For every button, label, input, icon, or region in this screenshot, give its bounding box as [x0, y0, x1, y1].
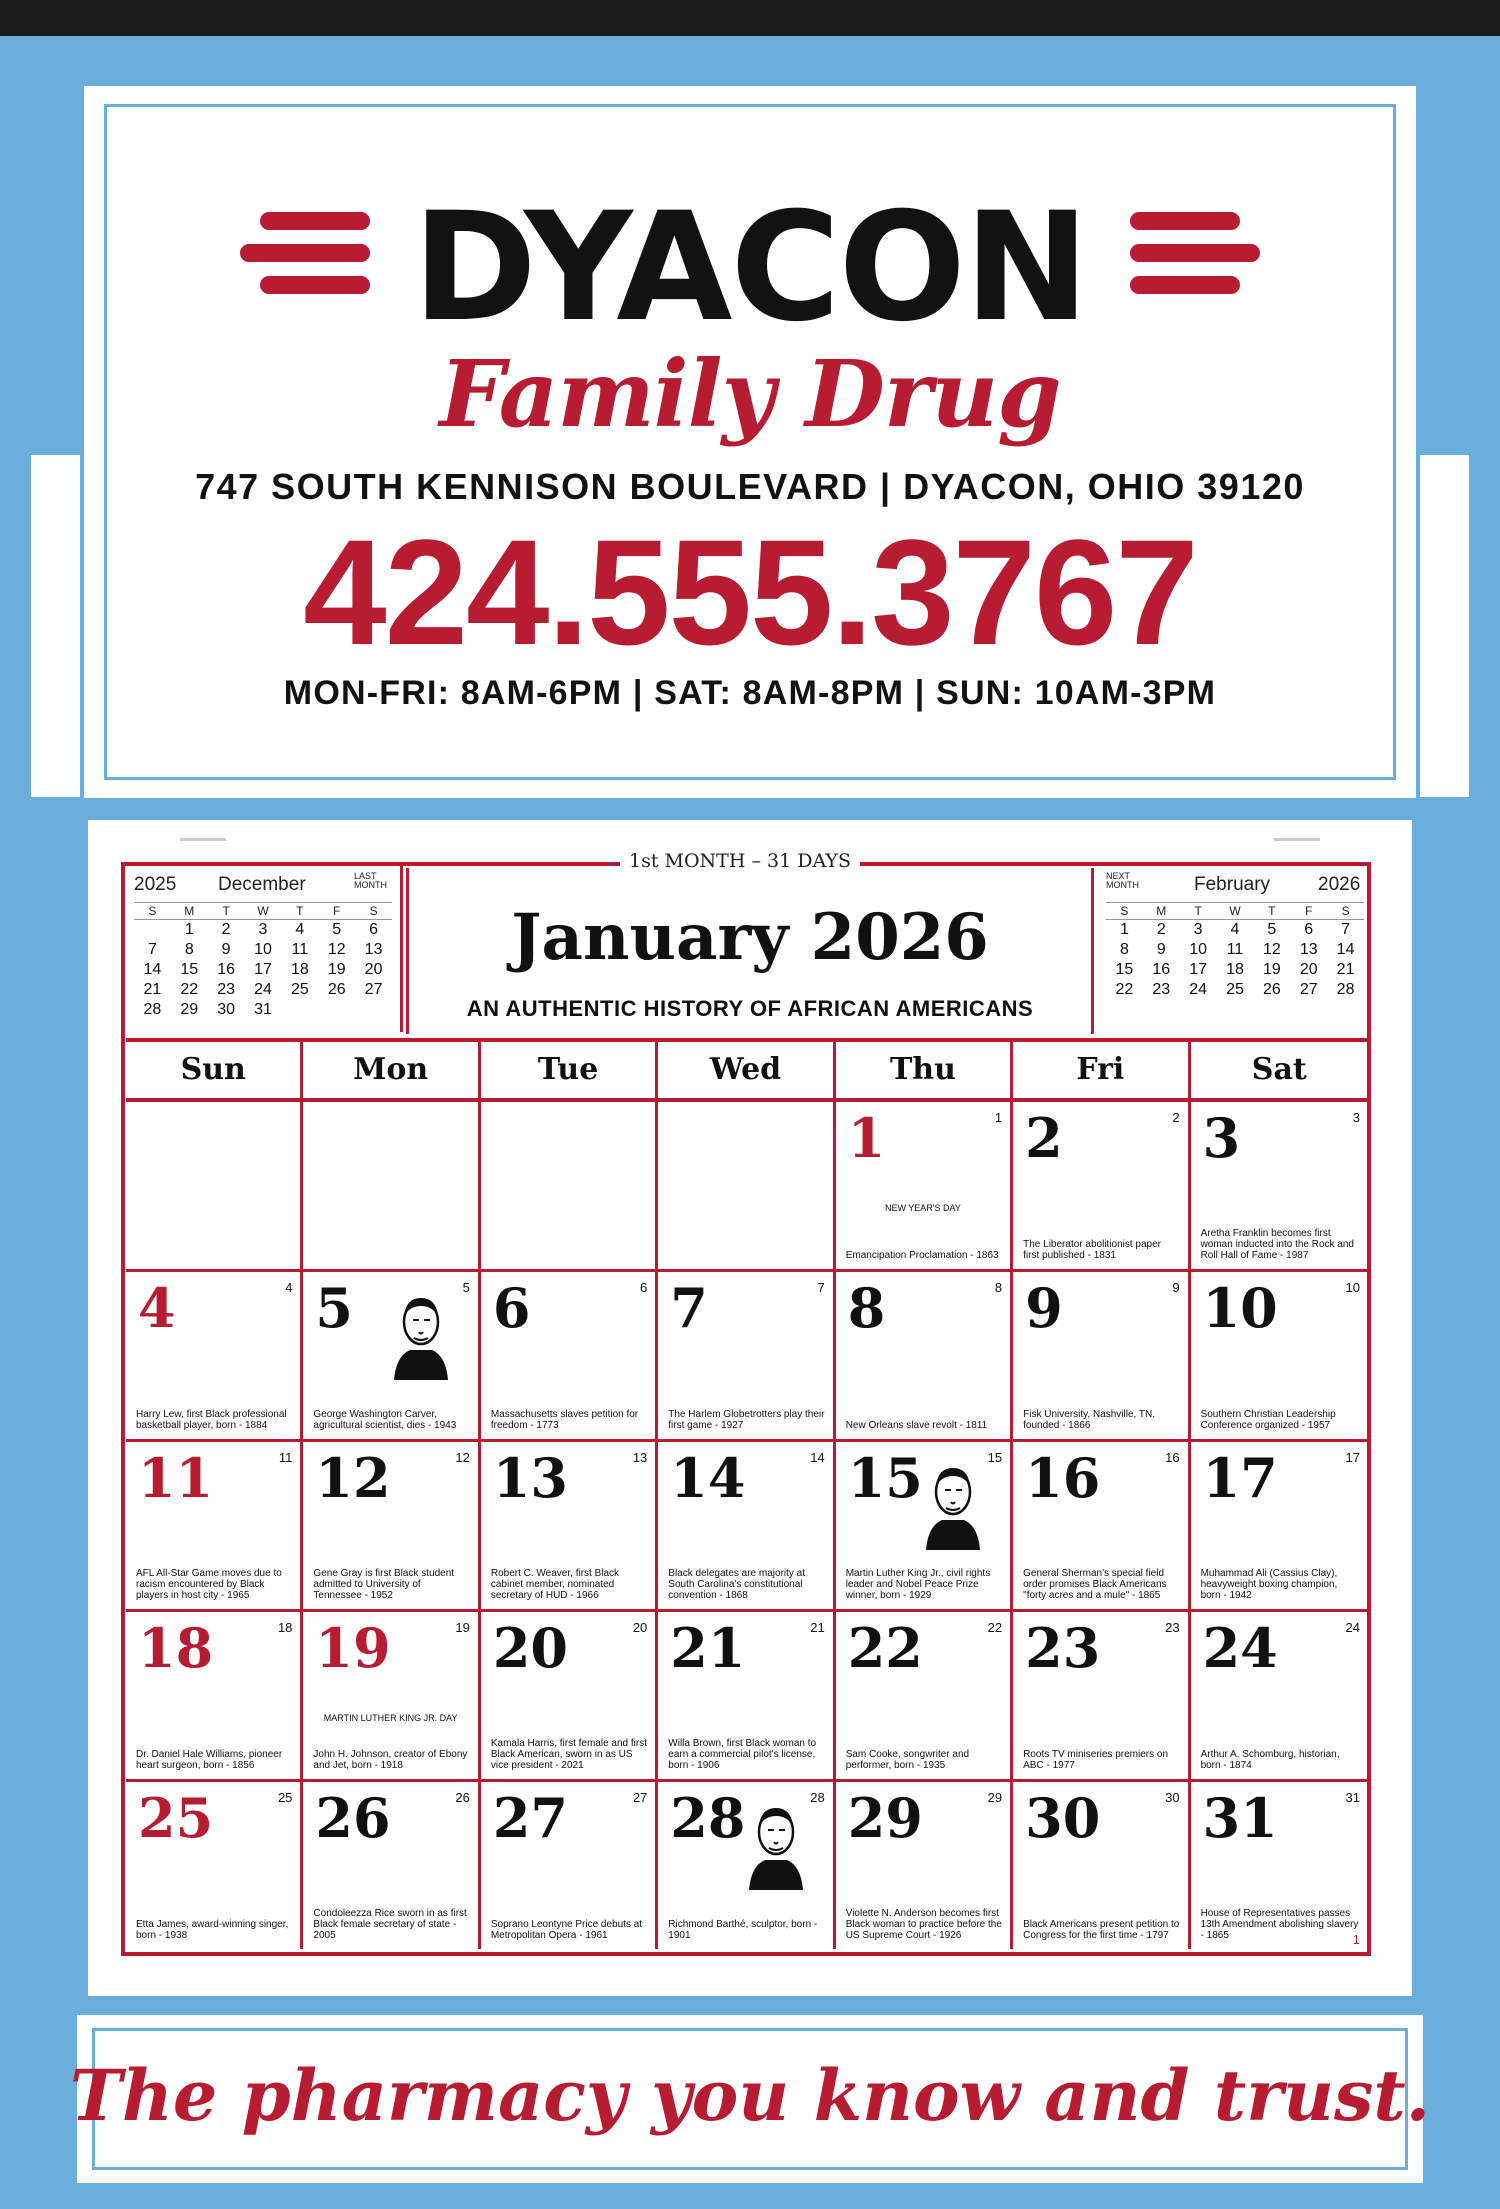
history-note: Roots TV miniseries premiers on ABC - 1977 — [1023, 1749, 1169, 1771]
prev-weekday: M — [184, 904, 195, 918]
history-note: Robert C. Weaver, first Black cabinet member, nominated secretary of HUD - 1966 — [490, 1568, 620, 1601]
day-number: 30 — [1025, 1786, 1101, 1850]
prev-day: 2 — [221, 921, 231, 938]
prev-day — [281, 1000, 318, 1020]
day-number: 6 — [492, 1276, 531, 1340]
day-number: 27 — [492, 1786, 568, 1850]
next-day: 17 — [1189, 961, 1208, 978]
top-edge-bar — [0, 0, 1500, 36]
history-note: Emancipation Proclamation - 1863 — [845, 1250, 999, 1261]
prev-day: 9 — [221, 941, 231, 958]
brand-subtitle: Family Drug — [439, 340, 1061, 448]
prev-day — [318, 1000, 355, 1020]
day-cell[interactable] — [1013, 1272, 1190, 1439]
day-number: 19 — [315, 1616, 391, 1680]
prev-weekday: S — [148, 904, 157, 918]
history-note: New Orleans slave revolt - 1811 — [845, 1420, 988, 1431]
next-weekday: T — [1268, 904, 1276, 918]
next-month-year: 2026 — [1318, 874, 1361, 895]
next-day: 7 — [1341, 921, 1351, 938]
day-index: 1 — [994, 1110, 1003, 1125]
day-number: 14 — [670, 1446, 746, 1510]
day-number: 16 — [1025, 1446, 1101, 1510]
day-index: 19 — [455, 1620, 470, 1635]
prev-weekday: T — [222, 904, 230, 918]
next-month-days — [1106, 920, 1364, 1000]
next-day: 24 — [1189, 981, 1208, 998]
prev-day: 21 — [143, 981, 162, 998]
day-number: 21 — [670, 1616, 746, 1680]
day-number: 28 — [670, 1786, 746, 1850]
history-note: House of Representatives passes 13th Amendment abolishing slavery - 1865 — [1200, 1908, 1359, 1941]
day-index: 14 — [810, 1450, 825, 1465]
prev-day: 28 — [143, 1001, 162, 1018]
sheet-hanger-left — [180, 838, 226, 841]
prev-day — [134, 920, 171, 940]
day-number: 3 — [1202, 1106, 1241, 1170]
day-cell[interactable] — [658, 1442, 835, 1609]
prev-day — [355, 1000, 392, 1020]
week-row — [126, 1612, 1368, 1782]
weekday-wed: Wed — [658, 1042, 835, 1098]
day-cell[interactable] — [126, 1612, 303, 1779]
prev-day: 23 — [217, 981, 236, 998]
day-index: 25 — [277, 1790, 293, 1805]
prev-day: 30 — [217, 1001, 236, 1018]
calendar-title-box — [406, 868, 1094, 1034]
next-day: 2 — [1156, 921, 1166, 938]
next-day: 26 — [1262, 981, 1281, 998]
day-cell[interactable] — [126, 1272, 303, 1439]
prev-day: 17 — [254, 961, 272, 978]
prev-day: 25 — [290, 981, 309, 998]
day-index: 16 — [1165, 1450, 1180, 1465]
prev-day: 5 — [332, 921, 342, 938]
week-row — [126, 1782, 1368, 1949]
day-cell[interactable] — [1191, 1272, 1368, 1439]
history-note: John H. Johnson, creator of Ebony and Jet, born - 1918 — [313, 1749, 468, 1771]
history-note: Aretha Franklin becomes first woman inducted into the Rock and Roll Hall of Fame - 1987 — [1200, 1228, 1354, 1261]
history-note: The Liberator abolitionist paper first published - 1831 — [1023, 1239, 1162, 1261]
day-cell[interactable] — [481, 1782, 658, 1949]
next-day: 5 — [1267, 921, 1277, 938]
next-day: 16 — [1152, 961, 1171, 978]
weekday-sun: Sun — [126, 1042, 303, 1098]
day-number: 29 — [847, 1786, 923, 1850]
day-number: 8 — [847, 1276, 886, 1340]
day-index: 11 — [278, 1450, 293, 1465]
day-index: 6 — [640, 1280, 648, 1295]
day-cell[interactable] — [836, 1442, 1013, 1609]
day-index: 20 — [632, 1620, 648, 1635]
day-number: 11 — [138, 1446, 214, 1510]
prev-day: 8 — [184, 941, 194, 958]
day-number: 4 — [138, 1276, 176, 1340]
day-number: 18 — [138, 1616, 214, 1680]
next-day: 23 — [1152, 981, 1171, 998]
day-index: 29 — [987, 1790, 1003, 1805]
page-number: 1 — [1352, 1932, 1360, 1947]
next-day: 18 — [1226, 961, 1244, 978]
day-index: 22 — [987, 1620, 1003, 1635]
day-cell[interactable] — [658, 1272, 835, 1439]
history-note: Black delegates are majority at South Carolina's constitutional convention - 1868 — [668, 1568, 806, 1601]
week-row — [126, 1102, 1368, 1272]
prev-day: 4 — [295, 921, 305, 938]
prev-day: 29 — [180, 1001, 199, 1018]
history-note: General Sherman's special field order promises Black Americans "forty acres and a mule" - 1865 — [1023, 1568, 1167, 1601]
day-index: 4 — [285, 1280, 293, 1295]
store-hours: MON-FRI: 8AM-6PM | SAT: 8AM-8PM | SUN: 10AM-3PM — [283, 674, 1217, 712]
portrait-illustration — [741, 1796, 811, 1892]
day-cell[interactable] — [303, 1272, 480, 1439]
prev-month-year: 2025 — [134, 874, 177, 895]
prev-day: 1 — [184, 921, 194, 938]
day-index: 7 — [817, 1280, 825, 1295]
prev-day: 14 — [143, 961, 162, 978]
day-number: 24 — [1202, 1616, 1278, 1680]
history-note: Violette N. Anderson becomes first Black woman to practice before the US Supreme Court - 1926 — [845, 1908, 1002, 1941]
day-index: 15 — [987, 1450, 1003, 1465]
next-day: 3 — [1193, 921, 1203, 938]
prev-day: 6 — [369, 921, 379, 938]
week-row — [126, 1272, 1368, 1442]
prev-day: 12 — [327, 941, 346, 958]
day-cell[interactable] — [303, 1612, 480, 1779]
prev-day: 16 — [217, 961, 236, 978]
day-cell[interactable] — [1191, 1442, 1368, 1609]
history-note: AFL All-Star Game moves due to racism encountered by Black players in host city - 1965 — [136, 1568, 282, 1601]
next-day: 14 — [1336, 941, 1355, 958]
day-cell[interactable] — [303, 1782, 480, 1949]
day-index: 9 — [1172, 1280, 1180, 1295]
holiday-label: NEW YEAR'S DAY — [884, 1203, 961, 1213]
prev-day: 22 — [180, 981, 199, 998]
prev-weekday: F — [333, 904, 341, 918]
day-number: 15 — [847, 1446, 923, 1510]
prev-day: 3 — [258, 921, 268, 938]
next-weekday: T — [1194, 904, 1202, 918]
prev-day: 20 — [364, 961, 383, 978]
next-day: 28 — [1336, 981, 1355, 998]
brand-logo — [200, 181, 1300, 355]
day-index: 3 — [1352, 1110, 1360, 1125]
day-cell[interactable] — [126, 1442, 303, 1609]
day-number: 2 — [1025, 1106, 1063, 1170]
day-index: 17 — [1345, 1450, 1360, 1465]
prev-weekday: W — [257, 904, 269, 918]
sheet-hanger-right — [1274, 838, 1320, 841]
next-weekday: S — [1120, 904, 1129, 918]
next-day: 19 — [1262, 961, 1281, 978]
empty-cell — [481, 1102, 658, 1269]
day-cell[interactable] — [303, 1442, 480, 1609]
prev-month-tag: LAST MONTH — [354, 871, 387, 890]
day-index: 2 — [1172, 1110, 1180, 1125]
logo-stripes-right — [1130, 202, 1280, 322]
history-note: Harry Lew, first Black professional basketball player, born - 1884 — [136, 1409, 287, 1431]
day-index: 27 — [632, 1790, 648, 1805]
next-day: 20 — [1299, 961, 1318, 978]
history-note: Condoleezza Rice sworn in as first Black female secretary of state - 2005 — [313, 1908, 467, 1941]
prev-day: 24 — [254, 981, 272, 998]
portrait-illustration — [386, 1286, 456, 1382]
day-cell[interactable] — [1191, 1102, 1368, 1269]
day-cell[interactable] — [1013, 1612, 1190, 1779]
history-note: The Harlem Globetrotters play their first game - 1927 — [668, 1409, 825, 1431]
next-day: 6 — [1304, 921, 1314, 938]
day-number: 13 — [492, 1446, 568, 1510]
next-day: 4 — [1230, 921, 1240, 938]
prev-day: 11 — [291, 941, 309, 958]
day-index: 26 — [455, 1790, 470, 1805]
history-note: Massachusetts slaves petition for freedom - 1773 — [490, 1409, 639, 1431]
weekday-thu: Thu — [836, 1042, 1013, 1098]
day-number: 12 — [315, 1446, 391, 1510]
day-cell[interactable] — [1013, 1102, 1190, 1269]
next-day: 9 — [1156, 941, 1166, 958]
prev-month-name: December — [218, 874, 306, 895]
day-index: 8 — [994, 1280, 1003, 1295]
day-cell[interactable] — [836, 1782, 1013, 1949]
day-cell[interactable] — [836, 1102, 1013, 1269]
month-grid — [126, 1038, 1368, 1949]
day-index: 31 — [1345, 1790, 1360, 1805]
store-phone[interactable]: 424.555.3767 — [303, 508, 1197, 676]
history-note: George Washington Carver, agricultural scientist, dies - 1943 — [313, 1409, 457, 1431]
day-number: 23 — [1025, 1616, 1101, 1680]
prev-weekday: S — [369, 904, 378, 918]
day-number: 5 — [315, 1276, 353, 1340]
store-address: 747 SOUTH KENNISON BOULEVARD | DYACON, OHIO 39120 — [195, 466, 1305, 507]
next-weekday: W — [1229, 904, 1241, 918]
next-month-weekdays — [1106, 902, 1364, 920]
prev-month-weekdays — [134, 902, 392, 920]
next-day: 12 — [1262, 941, 1281, 958]
prev-day: 27 — [364, 981, 383, 998]
empty-cell — [126, 1102, 303, 1269]
next-weekday: F — [1305, 904, 1313, 918]
day-cell[interactable] — [836, 1272, 1013, 1439]
day-number: 20 — [492, 1616, 568, 1680]
history-note: Muhammad Ali (Cassius Clay), heavyweight boxing champion, born - 1942 — [1200, 1568, 1338, 1601]
prev-day: 15 — [180, 961, 199, 978]
day-cell[interactable] — [126, 1782, 303, 1949]
day-number: 1 — [847, 1106, 886, 1170]
next-day: 27 — [1299, 981, 1318, 998]
next-day: 1 — [1119, 921, 1129, 938]
holiday-label: MARTIN LUTHER KING JR. DAY — [323, 1713, 458, 1723]
day-number: 7 — [670, 1276, 708, 1340]
day-cell[interactable] — [481, 1442, 658, 1609]
brand-name: DYACON — [412, 181, 1088, 355]
next-day: 11 — [1226, 941, 1244, 958]
next-month-tag: NEXT MONTH — [1106, 871, 1139, 890]
day-index: 24 — [1345, 1620, 1360, 1635]
day-index: 21 — [810, 1620, 825, 1635]
day-index: 10 — [1345, 1280, 1360, 1295]
day-index: 13 — [632, 1450, 648, 1465]
history-note: Gene Gray is first Black student admitted to University of Tennessee - 1952 — [313, 1568, 455, 1601]
calendar-title: January 2026 — [511, 900, 989, 975]
prev-day: 13 — [364, 941, 383, 958]
day-number: 22 — [847, 1616, 923, 1680]
next-day: 8 — [1119, 941, 1129, 958]
day-index: 28 — [810, 1790, 825, 1805]
portrait-illustration — [918, 1456, 988, 1552]
day-number: 17 — [1202, 1446, 1278, 1510]
empty-cell — [658, 1102, 835, 1269]
month-label: 1st MONTH – 31 DAYS — [620, 850, 860, 872]
next-day: 25 — [1226, 981, 1244, 998]
day-cell[interactable] — [658, 1612, 835, 1779]
day-number: 9 — [1025, 1276, 1063, 1340]
history-note: Dr. Daniel Hale Williams, pioneer heart surgeon, born - 1856 — [136, 1749, 283, 1771]
history-note: Arthur A. Schomburg, historian, born - 1874 — [1200, 1749, 1340, 1771]
next-day: 21 — [1336, 961, 1355, 978]
prev-month-calendar — [128, 868, 398, 1028]
next-day: 22 — [1115, 981, 1134, 998]
empty-cell — [303, 1102, 480, 1269]
day-number: 10 — [1202, 1276, 1278, 1340]
history-note: Fisk University, Nashville, TN, founded - 1866 — [1023, 1409, 1156, 1431]
week-row — [126, 1442, 1368, 1612]
day-cell[interactable] — [1013, 1442, 1190, 1609]
prev-day: 26 — [327, 981, 346, 998]
weekday-tue: Tue — [481, 1042, 658, 1098]
next-weekday: M — [1156, 904, 1167, 918]
next-day: 15 — [1115, 961, 1134, 978]
day-index: 12 — [455, 1450, 470, 1465]
day-cell[interactable] — [1191, 1612, 1368, 1779]
next-day: 10 — [1189, 941, 1208, 958]
calendar-subtitle: AN AUTHENTIC HISTORY OF AFRICAN AMERICANS — [466, 996, 1034, 1021]
day-number: 25 — [138, 1786, 214, 1850]
next-weekday: S — [1341, 904, 1350, 918]
day-number: 26 — [315, 1786, 391, 1850]
day-number: 31 — [1202, 1786, 1278, 1850]
day-index: 18 — [277, 1620, 293, 1635]
day-cell[interactable] — [481, 1612, 658, 1779]
slogan: The pharmacy you know and trust. — [69, 2054, 1431, 2137]
day-cell[interactable] — [481, 1272, 658, 1439]
history-note: Southern Christian Leadership Conference organized - 1957 — [1200, 1409, 1336, 1431]
history-note: Soprano Leontyne Price debuts at Metropolitan Opera - 1961 — [490, 1919, 643, 1941]
prev-day: 18 — [290, 961, 309, 978]
history-note: Etta James, award-winning singer, born - 1938 — [136, 1919, 289, 1941]
weekday-fri: Fri — [1013, 1042, 1190, 1098]
day-index: 23 — [1165, 1620, 1180, 1635]
history-note: Kamala Harris, first female and first Black American, sworn in as US vice president - 2021 — [490, 1738, 648, 1771]
day-index: 5 — [462, 1280, 470, 1295]
history-note: Sam Cooke, songwriter and performer, born - 1935 — [845, 1749, 970, 1771]
history-note: Richmond Barthé, sculptor, born - 1901 — [668, 1919, 818, 1941]
prev-weekday: T — [296, 904, 304, 918]
prev-day: 31 — [254, 1001, 272, 1018]
weekday-mon: Mon — [303, 1042, 480, 1098]
day-cell[interactable] — [1013, 1782, 1190, 1949]
next-month-calendar — [1100, 868, 1370, 1028]
history-note: Black Americans present petition to Congress for the first time - 1797 — [1023, 1919, 1180, 1941]
prev-month-days — [134, 920, 392, 1020]
prev-day: 19 — [327, 961, 346, 978]
weekday-header-row — [126, 1042, 1368, 1102]
day-cell[interactable] — [1191, 1782, 1368, 1949]
history-note: Martin Luther King Jr., civil rights leader and Nobel Peace Prize winner, born - 1929 — [845, 1568, 991, 1601]
next-month-name: February — [1194, 874, 1271, 895]
prev-day: 7 — [147, 941, 157, 958]
next-day: 13 — [1299, 941, 1318, 958]
day-cell[interactable] — [658, 1782, 835, 1949]
weekday-sat: Sat — [1251, 1052, 1307, 1087]
day-cell[interactable] — [836, 1612, 1013, 1779]
prev-day: 10 — [254, 941, 272, 958]
history-note: Willa Brown, first Black woman to earn a commercial pilot's license, born - 1906 — [668, 1738, 817, 1771]
day-index: 30 — [1165, 1790, 1180, 1805]
